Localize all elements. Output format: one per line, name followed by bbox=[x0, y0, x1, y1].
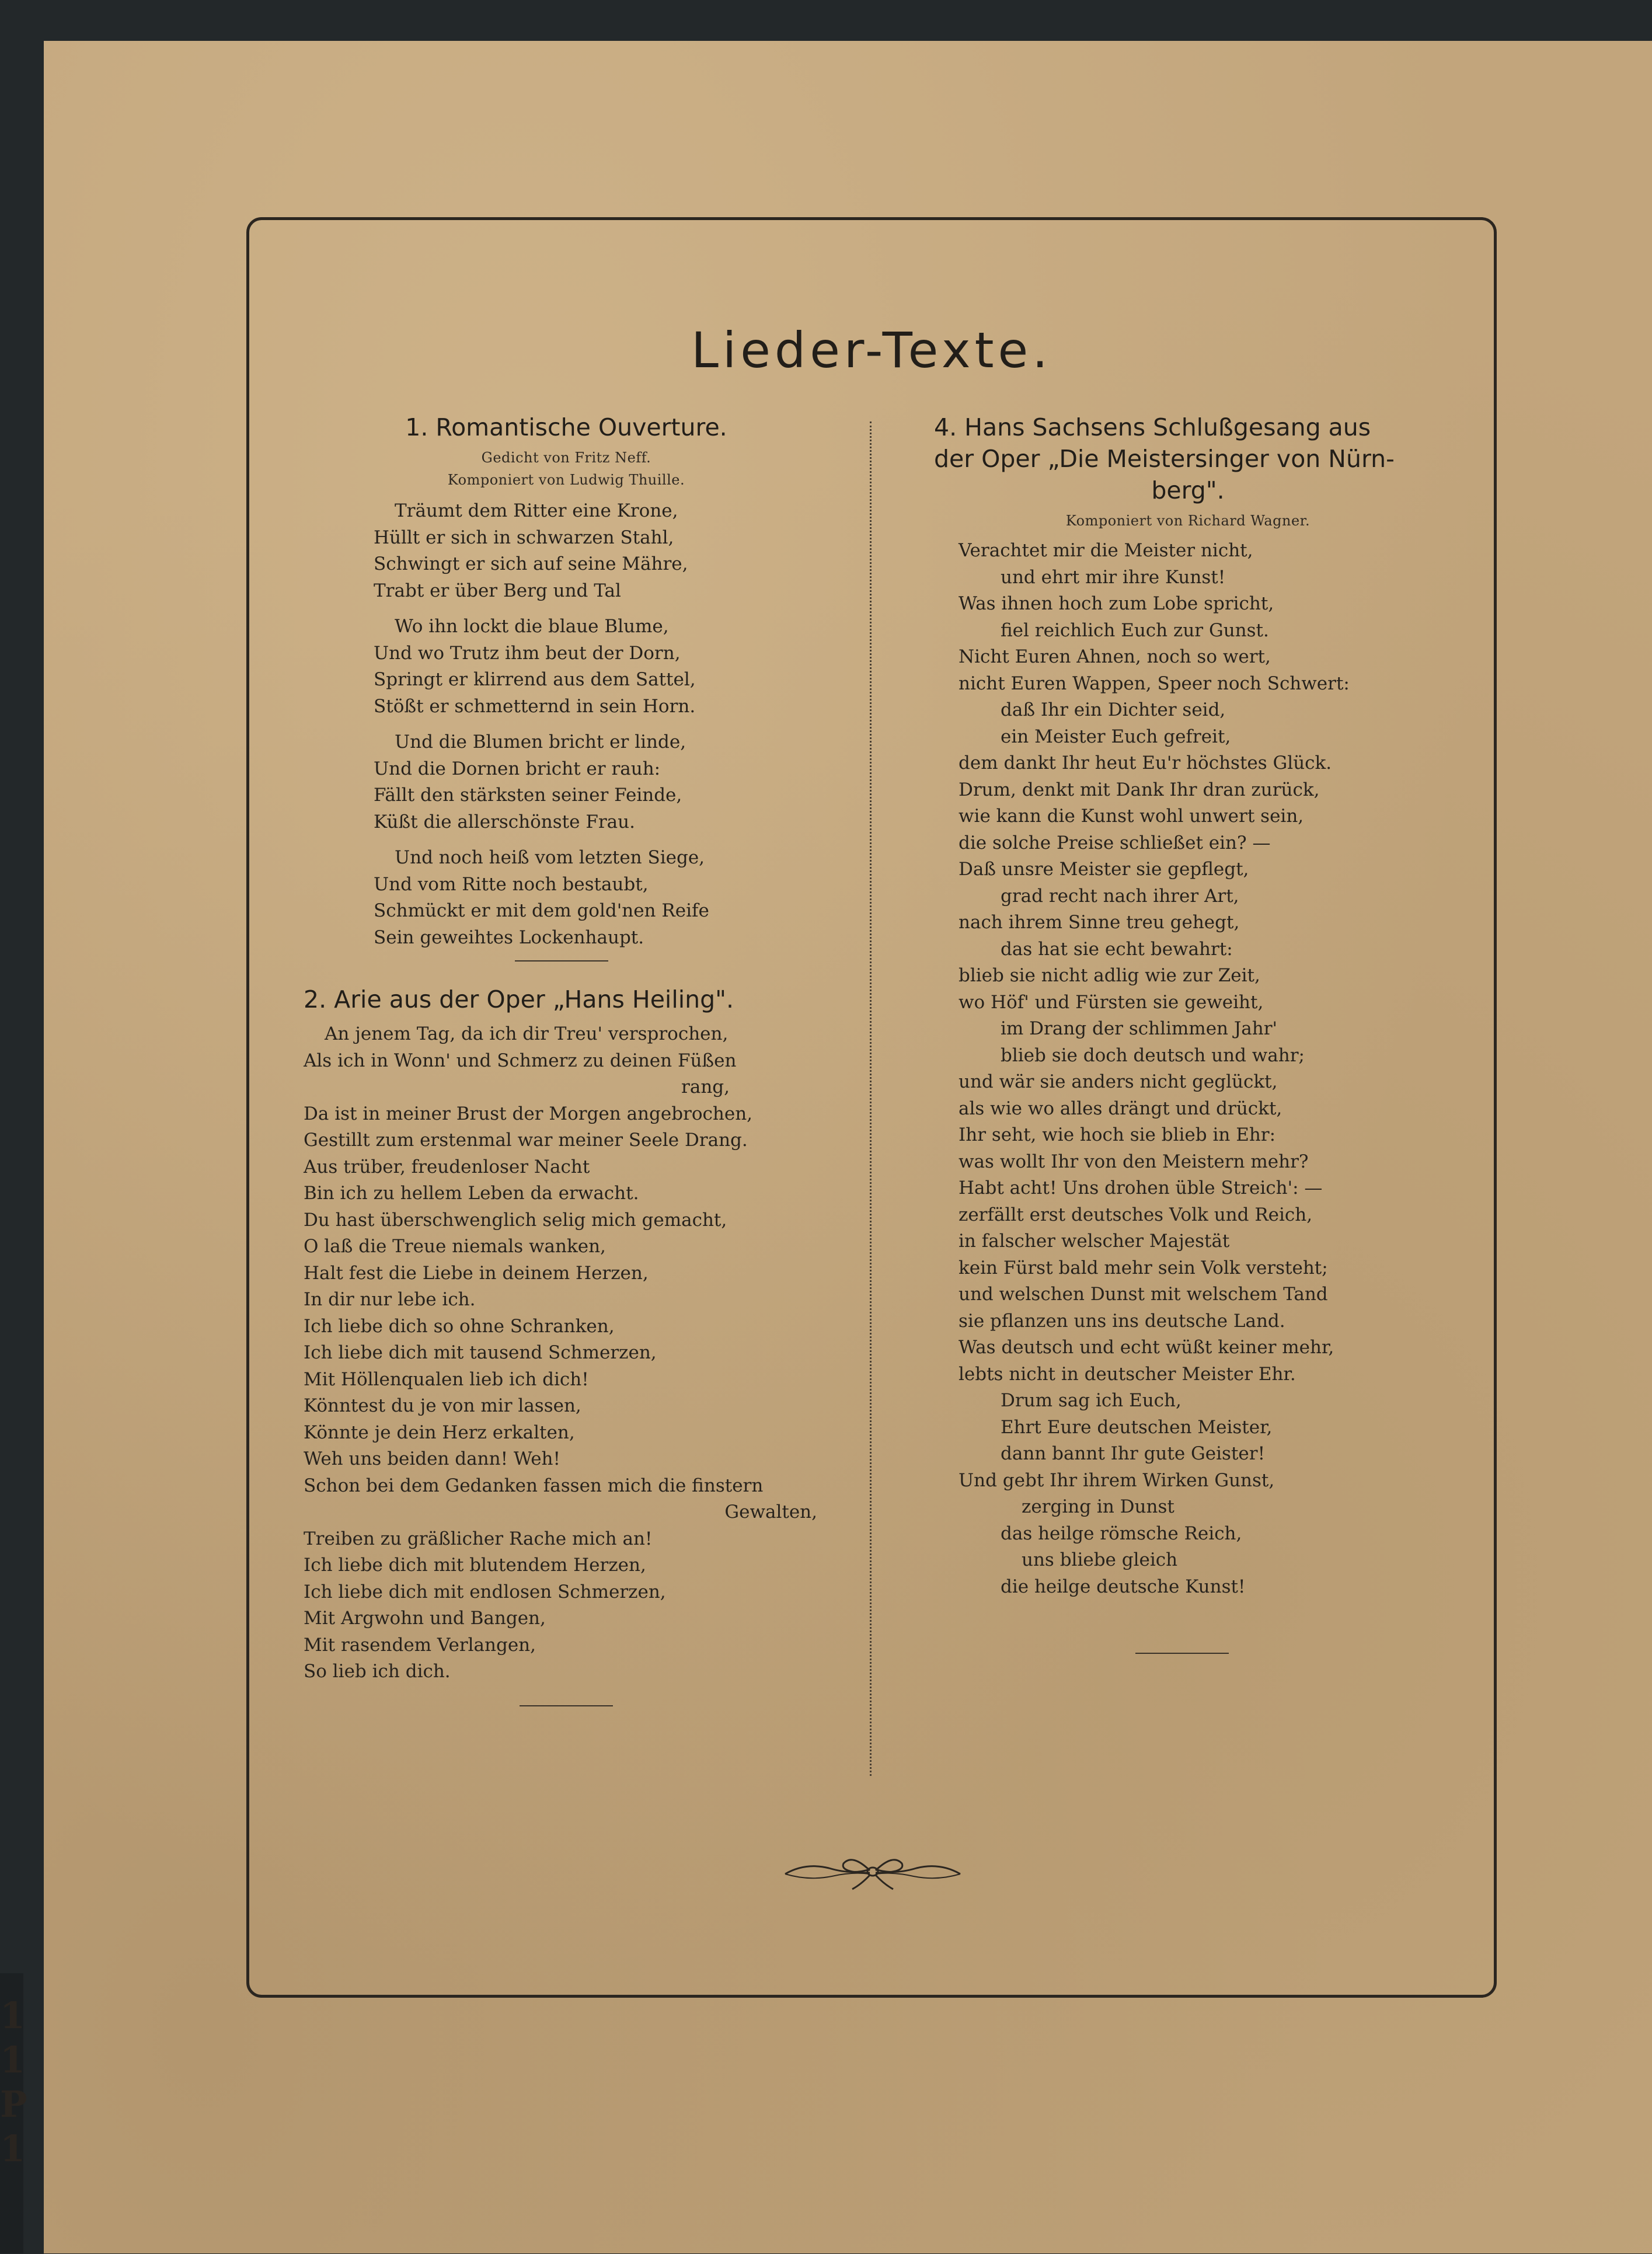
song-1-composer-credit: Komponiert von Ludwig Thuille. bbox=[447, 472, 685, 488]
lyric-line: O laß die Treue niemals wanken, bbox=[304, 1236, 606, 1257]
song-4-lyrics bbox=[934, 538, 1442, 1600]
lyric-line: Treiben zu gräßlicher Rache mich an! bbox=[304, 1528, 653, 1549]
lyric-line: Drum sag ich Euch, bbox=[1001, 1390, 1182, 1411]
song-4-heading-line: berg". bbox=[1151, 476, 1225, 504]
poem-line: Springt er klirrend aus dem Sattel, bbox=[374, 669, 696, 690]
lyric-line: Halt fest die Liebe in deinem Herzen, bbox=[304, 1262, 649, 1284]
lyric-line: im Drang der schlimmen Jahr' bbox=[1001, 1018, 1278, 1039]
lyric-line: grad recht nach ihrer Art, bbox=[1001, 885, 1239, 907]
lyric-line: wo Höf' und Fürsten sie geweiht, bbox=[959, 991, 1264, 1013]
lyric-line: Drum, denkt mit Dank Ihr dran zurück, bbox=[959, 779, 1320, 800]
lyric-line: das hat sie echt bewahrt: bbox=[1001, 938, 1233, 960]
lyric-line: Schon bei dem Gedanken fassen mich die finstern bbox=[304, 1475, 764, 1496]
song-1-heading: 1. Romantische Ouverture. bbox=[405, 413, 727, 441]
lyric-line: und wär sie anders nicht geglückt, bbox=[959, 1071, 1278, 1092]
song-4-heading bbox=[934, 412, 1442, 506]
song-1-poem-credit: Gedicht von Fritz Neff. bbox=[481, 450, 651, 466]
lyric-line: Habt acht! Uns drohen üble Streich': — bbox=[959, 1177, 1323, 1199]
lyric-line: Ich liebe dich so ohne Schranken, bbox=[304, 1315, 615, 1337]
lyric-line: wie kann die Kunst wohl unwert sein, bbox=[959, 806, 1304, 827]
margin-marks bbox=[0, 1994, 27, 2171]
lyric-line: Bin ich zu hellem Leben da erwacht. bbox=[304, 1183, 639, 1204]
section-rule bbox=[1135, 1653, 1229, 1654]
poem-line: Träumt dem Ritter eine Krone, bbox=[395, 500, 678, 521]
poem-line: Und noch heiß vom letzten Siege, bbox=[395, 847, 705, 868]
right-column bbox=[934, 412, 1442, 1654]
poem-line: Und wo Trutz ihm beut der Dorn, bbox=[374, 642, 681, 664]
left-column bbox=[304, 412, 829, 1706]
lyric-line: Ehrt Eure deutschen Meister, bbox=[1001, 1416, 1273, 1438]
lyric-line: Ich liebe dich mit endlosen Schmerzen, bbox=[304, 1581, 666, 1602]
lyric-line: zerfällt erst deutsches Volk und Reich, bbox=[959, 1204, 1313, 1225]
poem-line: Stößt er schmetternd in sein Horn. bbox=[374, 695, 696, 717]
lyric-line: Verachtet mir die Meister nicht, bbox=[959, 540, 1253, 561]
lyric-line: So lieb ich dich. bbox=[304, 1661, 451, 1682]
poem-line: Wo ihn lockt die blaue Blume, bbox=[395, 616, 669, 637]
lyric-line: Gewalten, bbox=[724, 1501, 817, 1523]
lyric-line: dann bannt Ihr gute Geister! bbox=[1001, 1443, 1266, 1464]
section-rule bbox=[520, 1705, 613, 1706]
lyric-line: blieb sie nicht adlig wie zur Zeit, bbox=[959, 965, 1260, 986]
stanza bbox=[374, 845, 829, 951]
lyric-line: blieb sie doch deutsch und wahr; bbox=[1001, 1044, 1305, 1066]
lyric-line: lebts nicht in deutscher Meister Ehr. bbox=[959, 1363, 1296, 1385]
lyric-line: dem dankt Ihr heut Eu'r höchstes Glück. bbox=[959, 753, 1332, 774]
lyric-line: An jenem Tag, da ich dir Treu' versprochen, bbox=[325, 1023, 729, 1044]
song-4-heading-line: 4. Hans Sachsens Schlußgesang aus bbox=[934, 413, 1371, 441]
margin-mark: P bbox=[0, 2083, 27, 2126]
lyric-line: ein Meister Euch gefreit, bbox=[1001, 726, 1231, 747]
song-4-heading-line: der Oper „Die Meistersinger von Nürn- bbox=[934, 445, 1395, 473]
lyric-line: Ihr seht, wie hoch sie blieb in Ehr: bbox=[959, 1124, 1276, 1145]
lyric-line: und welschen Dunst mit welschem Tand bbox=[959, 1284, 1328, 1305]
lyric-line: nach ihrem Sinne treu gehegt, bbox=[959, 912, 1240, 933]
lyric-line: Als ich in Wonn' und Schmerz zu deinen Füßen bbox=[304, 1050, 737, 1071]
section-rule bbox=[515, 960, 608, 961]
lyric-line: sie pflanzen uns ins deutsche Land. bbox=[959, 1310, 1285, 1332]
song-2-lyrics bbox=[304, 1021, 829, 1685]
lyric-line: Was deutsch und echt wüßt keiner mehr, bbox=[959, 1337, 1334, 1358]
lyric-line: zerging in Dunst bbox=[1022, 1496, 1174, 1517]
lyric-line: Daß unsre Meister sie gepflegt, bbox=[959, 859, 1249, 880]
poem-line: Schwingt er sich auf seine Mähre, bbox=[374, 553, 688, 574]
margin-mark: 1 bbox=[0, 2127, 26, 2170]
lyric-line: Mit rasendem Verlangen, bbox=[304, 1634, 536, 1656]
song-2 bbox=[304, 984, 829, 1706]
song-1-poem bbox=[304, 498, 829, 951]
stanza bbox=[374, 729, 829, 835]
lyric-line: Ich liebe dich mit blutendem Herzen, bbox=[304, 1555, 646, 1576]
lyric-line: Mit Höllenqualen lieb ich dich! bbox=[304, 1368, 589, 1390]
lyric-line: uns bliebe gleich bbox=[1022, 1549, 1178, 1570]
stanza bbox=[374, 498, 829, 604]
song-4 bbox=[934, 412, 1442, 1654]
lyric-line: Aus trüber, freudenloser Nacht bbox=[304, 1156, 590, 1177]
song-2-heading: 2. Arie aus der Oper „Hans Heiling". bbox=[304, 985, 734, 1013]
poem-line: Und die Dornen bricht er rauh: bbox=[374, 758, 661, 779]
lyric-line: das heilge römsche Reich, bbox=[1001, 1523, 1242, 1544]
poem-line: Und die Blumen bricht er linde, bbox=[395, 731, 686, 753]
lyric-line: nicht Euren Wappen, Speer noch Schwert: bbox=[959, 673, 1350, 694]
lyric-line: In dir nur lebe ich. bbox=[304, 1289, 476, 1310]
lyric-line: als wie wo alles drängt und drückt, bbox=[959, 1098, 1282, 1119]
lyric-line: Könnte je dein Herz erkalten, bbox=[304, 1422, 575, 1443]
song-4-composer-credit: Komponiert von Richard Wagner. bbox=[1065, 513, 1311, 529]
column-divider bbox=[870, 421, 872, 1776]
lyric-line: kein Fürst bald mehr sein Volk versteht; bbox=[959, 1257, 1328, 1278]
stanza bbox=[374, 614, 829, 720]
lyric-line: die heilge deutsche Kunst! bbox=[1001, 1576, 1246, 1597]
song-1 bbox=[304, 412, 829, 961]
lyric-line: daß Ihr ein Dichter seid, bbox=[1001, 699, 1226, 720]
poem-line: Küßt die allerschönste Frau. bbox=[374, 811, 635, 832]
lyric-line: Weh uns beiden dann! Weh! bbox=[304, 1448, 560, 1469]
poem-line: Fällt den stärksten seiner Feinde, bbox=[374, 785, 682, 806]
lyric-line: Gestillt zum erstenmal war meiner Seele Drang. bbox=[304, 1130, 748, 1151]
lyric-line: und ehrt mir ihre Kunst! bbox=[1001, 566, 1226, 588]
bow-ornament-icon bbox=[782, 1851, 963, 1891]
lyric-line: fiel reichlich Euch zur Gunst. bbox=[1001, 619, 1269, 641]
lyric-line: Nicht Euren Ahnen, noch so wert, bbox=[959, 646, 1271, 667]
lyric-line: was wollt Ihr von den Meistern mehr? bbox=[959, 1151, 1309, 1172]
page-title: Lieder-Texte. bbox=[691, 322, 1052, 379]
poem-line: Trabt er über Berg und Tal bbox=[374, 580, 621, 601]
lyric-line: Könntest du je von mir lassen, bbox=[304, 1395, 581, 1416]
poem-line: Sein geweihtes Lockenhaupt. bbox=[374, 926, 644, 948]
poem-line: Hüllt er sich in schwarzen Stahl, bbox=[374, 527, 674, 548]
lyric-line: Ich liebe dich mit tausend Schmerzen, bbox=[304, 1342, 657, 1363]
lyric-line: Du hast überschwenglich selig mich gemacht, bbox=[304, 1209, 727, 1231]
lyric-line: in falscher welscher Majestät bbox=[959, 1231, 1230, 1252]
lyric-line: rang, bbox=[681, 1077, 730, 1098]
lyric-line: Was ihnen hoch zum Lobe spricht, bbox=[959, 593, 1274, 614]
lyric-line: Mit Argwohn und Bangen, bbox=[304, 1608, 546, 1629]
margin-mark: 1 bbox=[0, 1994, 26, 2037]
lyric-line: Da ist in meiner Brust der Morgen angebrochen, bbox=[304, 1103, 753, 1124]
lyric-line: Und gebt Ihr ihrem Wirken Gunst, bbox=[959, 1469, 1275, 1491]
poem-line: Schmückt er mit dem gold'nen Reife bbox=[374, 900, 709, 921]
lyric-line: die solche Preise schließet ein? — bbox=[959, 832, 1271, 853]
poem-line: Und vom Ritte noch bestaubt, bbox=[374, 873, 649, 895]
margin-mark: 1 bbox=[0, 2039, 26, 2081]
